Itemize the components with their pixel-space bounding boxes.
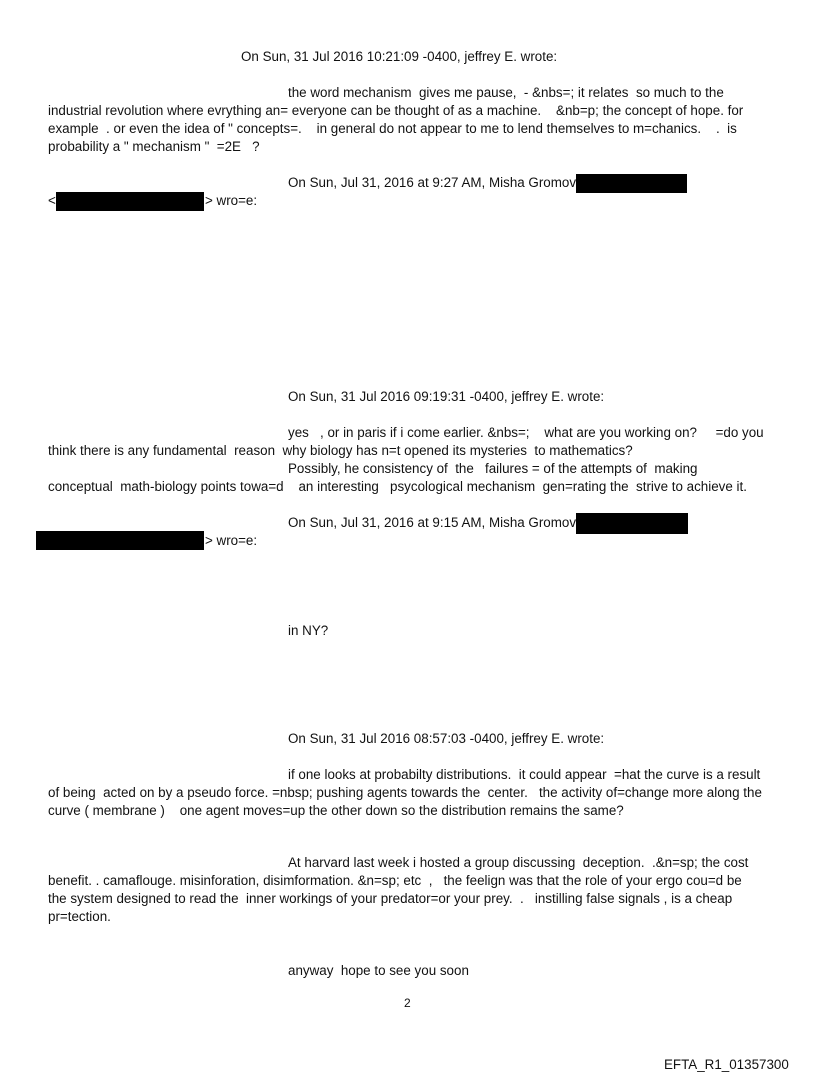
p4-line-4: pr=tection.: [48, 909, 111, 924]
misha1-wrote: > wro=e:: [205, 193, 258, 208]
p4-line-2: benefit. . camaflouge. misinforation, disimformation. &n=sp; etc , the feelign was that the role of your ergo cou=d be: [48, 873, 742, 888]
p3-line-3: curve ( membrane ) one agent moves=up the other down so the distribution remains the same?: [48, 803, 624, 818]
redaction-block: [56, 192, 204, 211]
p1-line-2: industrial revolution where evrything an= everyone can be thought of as a machine. &nb=p; the concept of hope. for: [48, 103, 744, 118]
footer-document-id: EFTA_R1_01357300: [664, 1057, 789, 1072]
p4-line-3: the system designed to read the inner workings of your predator=or your prey. . instilling false signals , is a cheap: [48, 891, 733, 906]
p3-line-2: of being acted on by a pseudo force. =nbsp; pushing agents towards the center. the activity of=change more along the: [48, 785, 762, 800]
in-ny-line: in NY?: [288, 623, 329, 638]
p3-line-1: if one looks at probabilty distributions. it could appear =hat the curve is a result: [288, 767, 761, 782]
closing-line: anyway hope to see you soon: [288, 963, 469, 978]
p1-line-1: the word mechanism gives me pause, - &nbs=; it relates so much to the: [288, 85, 724, 100]
p1-line-3: example . or even the idea of " concepts=. in general do not appear to me to lend themselves to m=chanics. . is: [48, 121, 737, 136]
redaction-block: [576, 174, 687, 193]
misha2-header: On Sun, Jul 31, 2016 at 9:15 AM, Misha Gromov: [288, 515, 577, 530]
p1-line-4: probability a " mechanism " =2E ?: [48, 139, 260, 154]
p2-line-2: think there is any fundamental reason why biology has n=t opened its mysteries to mathematics?: [48, 443, 633, 458]
redaction-block: [36, 531, 204, 550]
header-line: On Sun, 31 Jul 2016 10:21:09 -0400, jeffrey E. wrote:: [241, 49, 558, 64]
redaction-block: [576, 513, 688, 534]
misha1-open-bracket: <: [48, 193, 56, 208]
jeffrey3-header: On Sun, 31 Jul 2016 08:57:03 -0400, jeffrey E. wrote:: [288, 731, 605, 746]
misha1-header: On Sun, Jul 31, 2016 at 9:27 AM, Misha Gromov: [288, 175, 577, 190]
misha2-wrote: > wro=e:: [205, 533, 258, 548]
p2-line-3: Possibly, he consistency of the failures = of the attempts of making: [288, 461, 698, 476]
p2-line-1: yes , or in paris if i come earlier. &nbs=; what are you working on? =do you: [288, 425, 764, 440]
p4-line-1: At harvard last week i hosted a group discussing deception. .&n=sp; the cost: [288, 855, 749, 870]
page-number: 2: [404, 996, 411, 1010]
p2-line-4: conceptual math-biology points towa=d an interesting psycological mechanism gen=rating the strive to achieve it.: [48, 479, 747, 494]
jeffrey2-header: On Sun, 31 Jul 2016 09:19:31 -0400, jeffrey E. wrote:: [288, 389, 605, 404]
